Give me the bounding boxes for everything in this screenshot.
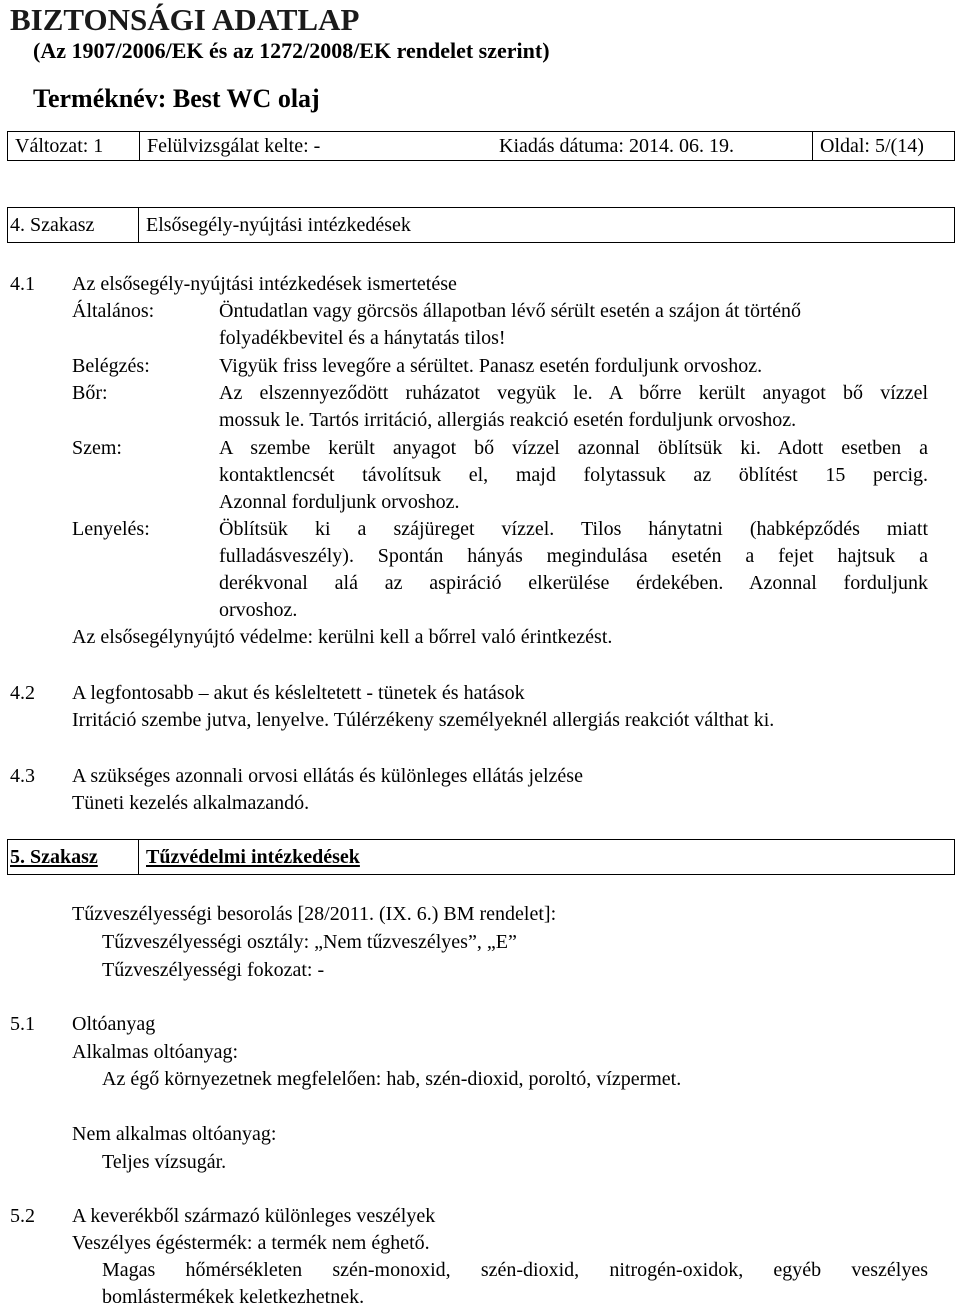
subsection-5-1-number: 5.1 (10, 1013, 35, 1035)
eye-text-line: Azonnal forduljunk orvoshoz. (219, 491, 460, 513)
ingestion-text-line: Öblítsük ki a szájüreget vízzel. Tilos hánytatni (habképződés miatt (219, 518, 928, 540)
fire-classification: Tűzveszélyességi besorolás [28/2011. (IX. 6.) BM rendelet]: (72, 903, 557, 925)
revision-label: Felülvizsgálat kelte: - (147, 135, 321, 157)
section-4-number: 4. Szakasz (10, 214, 95, 236)
section-4-title: Elsősegély-nyújtási intézkedések (146, 214, 411, 236)
document-title: BIZTONSÁGI ADATLAP (10, 2, 360, 37)
section-5-header (7, 839, 955, 875)
subsection-4-2-title: A legfontosabb – akut és késleltetett - tünetek és hatások (72, 682, 525, 704)
eye-text-line: A szembe került anyagot bő vízzel azonnal öblítsük ki. Adott esetben a (219, 437, 928, 459)
combustion-products: Veszélyes égéstermék: a termék nem éghető. (72, 1232, 430, 1254)
general-text-line: folyadékbevitel és a hánytatás tilos! (219, 327, 506, 349)
version-label: Változat: 1 (15, 135, 104, 157)
inhalation-text-line: Vigyük friss levegőre a sérültet. Panasz esetén forduljunk orvoshoz. (219, 355, 763, 377)
subsection-4-2-number: 4.2 (10, 682, 35, 704)
ingestion-text-line: derékvonal alá az aspiráció elkerülése érdekében. Azonnal forduljunk (219, 572, 928, 594)
ingestion-text-line: orvoshoz. (219, 599, 298, 621)
subsection-4-3-title: A szükséges azonnali orvosi ellátás és különleges ellátás jelzése (72, 765, 583, 787)
page-number: Oldal: 5/(14) (820, 135, 924, 157)
section-4-header (7, 207, 955, 243)
hazard-text-line: Magas hőmérsékleten szén-monoxid, szén-dioxid, nitrogén-oxidok, egyéb veszélyes (102, 1259, 928, 1281)
general-text-line: Öntudatlan vagy görcsös állapotban lévő sérült esetén a szájon át történő (219, 300, 802, 322)
general-label: Általános: (72, 300, 155, 322)
skin-label: Bőr: (72, 382, 108, 404)
subsection-4-1-title: Az elsősegély-nyújtási intézkedések ismertetése (72, 273, 457, 295)
subsection-5-1-title: Oltóanyag (72, 1013, 156, 1035)
hazard-text-line: bomlástermékek keletkezhetnek. (102, 1286, 365, 1308)
suitable-media-text: Az égő környezetnek megfelelően: hab, szén-dioxid, poroltó, vízpermet. (102, 1068, 682, 1090)
skin-text-line: Az elszennyeződött ruházatot vegyük le. A bőrre került anyagot bő vízzel (219, 382, 928, 404)
subsection-4-3-number: 4.3 (10, 765, 35, 787)
eye-label: Szem: (72, 437, 122, 459)
section-5-title: Tűzvédelmi intézkedések (146, 846, 360, 868)
ingestion-text-line: fulladásveszély). Spontán hányás megindulása esetén a fejet hajtsuk a (219, 545, 928, 567)
document-info-bar (7, 131, 955, 161)
unsuitable-media-label: Nem alkalmas oltóanyag: (72, 1123, 277, 1145)
skin-text-line: mossuk le. Tartós irritáció, allergiás reakció esetén forduljunk orvoshoz. (219, 409, 797, 431)
issue-date-label: Kiadás dátuma: 2014. 06. 19. (499, 135, 734, 157)
subsection-4-2-text: Irritáció szembe jutva, lenyelve. Túlérzékeny személyeknél allergiás reakciót válthat ki. (72, 709, 775, 731)
regulation-subtitle: (Az 1907/2006/EK és az 1272/2008/EK rendelet szerint) (33, 38, 550, 63)
fire-level: Tűzveszélyességi fokozat: - (102, 959, 325, 981)
subsection-4-1-number: 4.1 (10, 273, 35, 295)
inhalation-label: Belégzés: (72, 355, 150, 377)
unsuitable-media-text: Teljes vízsugár. (102, 1151, 227, 1173)
subsection-5-2-number: 5.2 (10, 1205, 35, 1227)
eye-text-line: kontaktlencsét távolítsuk el, majd folytassuk az öblítést 15 percig. (219, 464, 928, 486)
product-name: Terméknév: Best WC olaj (33, 84, 320, 113)
section-5-number: 5. Szakasz (10, 846, 98, 868)
fire-class: Tűzveszélyességi osztály: „Nem tűzveszélyes”, „E” (102, 931, 517, 953)
subsection-4-3-text: Tüneti kezelés alkalmazandó. (72, 792, 310, 814)
first-aider-protection: Az elsősegélynyújtó védelme: kerülni kell a bőrrel való érintkezést. (72, 626, 613, 648)
subsection-5-2-title: A keverékből származó különleges veszélyek (72, 1205, 436, 1227)
ingestion-label: Lenyelés: (72, 518, 150, 540)
suitable-media-label: Alkalmas oltóanyag: (72, 1041, 239, 1063)
